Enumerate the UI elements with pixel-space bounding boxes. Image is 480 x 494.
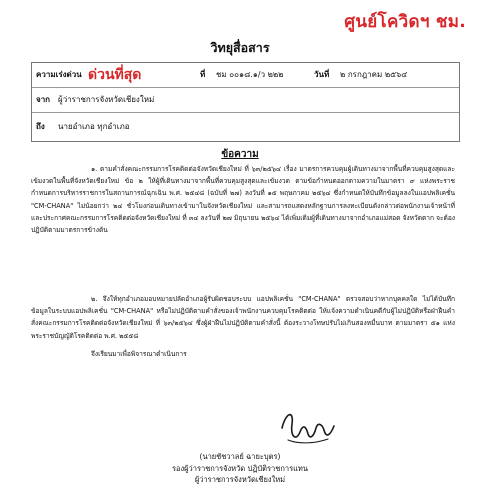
to-value: นายอำเภอ ทุกอำเภอ xyxy=(58,122,130,131)
urgency-label: ความเร่งด่วน xyxy=(36,70,82,79)
message-header-table xyxy=(31,62,460,142)
from-value: ผู้ว่าราชการจังหวัดเชียงใหม่ xyxy=(58,95,155,104)
signer-name: (นายชัชวาลย์ ฉายะบุตร) xyxy=(199,452,281,461)
message-section-title: ข้อความ xyxy=(221,149,259,160)
urgency-value: ด่วนที่สุด xyxy=(88,67,142,83)
document-number-label: ที่ xyxy=(200,70,206,79)
document-title: วิทยุสื่อสาร xyxy=(210,40,270,55)
from-label: จาก xyxy=(36,95,51,104)
date-label: วันที่ xyxy=(314,70,330,79)
covid-center-stamp: ศูนย์โควิดฯ ชม. xyxy=(344,12,466,32)
paragraph-closing: จึงเรียนมาเพื่อพิจารณาดำเนินการ xyxy=(91,350,187,358)
to-label: ถึง xyxy=(36,122,45,131)
signature-block xyxy=(0,451,480,486)
paragraph-1: ๑. ตามคำสั่งคณะกรรมการโรคติดต่อจังหวัดเชียงใหม่ ที่ ๖๓/๒๕๖๔ เรื่อง มาตรการควบคุมผู้เดินทางมาจากพื้นที่ควบคุมสูงสุดและเข้มงวดในพื้นที่จังหวัดเชียงใหม่ ข้อ ๒ ให้ผู้ที่เดินทางมาจากพื้นที่ควบคุมสูงสุดและเข้มงวด ตามข้อกำหนดออกตามความในมาตรา ๙ แห่งพระราชกำหนดการบริหารราชการในสถานการณ์ฉุกเฉิน พ.ศ. ๒๕๔๘ (ฉบับที่ ๒๗) ลงวันที่ ๑๕ พฤษภาคม ๒๕๖๔ ซึ่งกำหนดให้บันทึกข้อมูลลงในแอปพลิเคชั่น "CM-CHANA" ไม่น้อยกว่า ๒๔ ชั่วโมงก่อนเดินทางเข้ามาในจังหวัดเชียงใหม่ และสามารถแสดงหลักฐานการลงทะเบียนดังกล่าวต่อพนักงานเจ้าหน้าที่ และประกาศคณะกรรมการโรคติดต่อจังหวัดเชียงใหม่ ที่ ๓๔ ลงวันที่ ๒๗ มิถุนายน ๒๕๖๔ ได้เพิ่มเติมผู้ที่เดินทางมาจากอำเภอแม่สอด จังหวัดตาก จะต้องปฏิบัติตามมาตรการข้างต้น xyxy=(31,165,455,235)
header-row-to xyxy=(32,115,459,139)
handwritten-signature xyxy=(278,406,338,448)
date-value: ๒ กรกฎาคม ๒๕๖๔ xyxy=(340,70,408,79)
document-number-value: ชม ๐๐๑๘.๑/ว ๒๒๒ xyxy=(216,70,284,79)
paragraph-2: ๒. จึงให้ทุกอำเภอมอบหมายปลัดอำเภอผู้รับผิดชอบระบบ แอปพลิเคชั่น "CM-CHANA" ตรวจสอบว่าหากบุคคลใด ไม่ได้บันทึกข้อมูลในระบบแอปพลิเคชั่น "CM-CHANA" หรือไม่ปฏิบัติตามคำสั่งของเจ้าพนักงานควบคุมโรคติดต่อ ให้แจ้งความดำเนินคดีกับผู้ไม่ปฏิบัติหรือฝ่าฝืนคำสั่งคณะกรรมการโรคติดต่อจังหวัดเชียงใหม่ ที่ ๖๓/๒๕๖๔ ซึ่งผู้ฝ่าฝืนไม่ปฏิบัติตามคำสั่งนี้ ต้องระวางโทษปรับไม่เกินสองหมื่นบาท ตามมาตรา ๕๑ แห่งพระราชบัญญัติโรคติดต่อ พ.ศ. ๒๕๕๘ xyxy=(31,295,455,340)
header-row-urgency xyxy=(32,63,459,88)
signer-org: ผู้ว่าราชการจังหวัดเชียงใหม่ xyxy=(194,475,286,484)
header-row-from xyxy=(32,88,459,113)
signer-position: รองผู้ว่าราชการจังหวัด ปฏิบัติราชการแทน xyxy=(171,463,309,473)
